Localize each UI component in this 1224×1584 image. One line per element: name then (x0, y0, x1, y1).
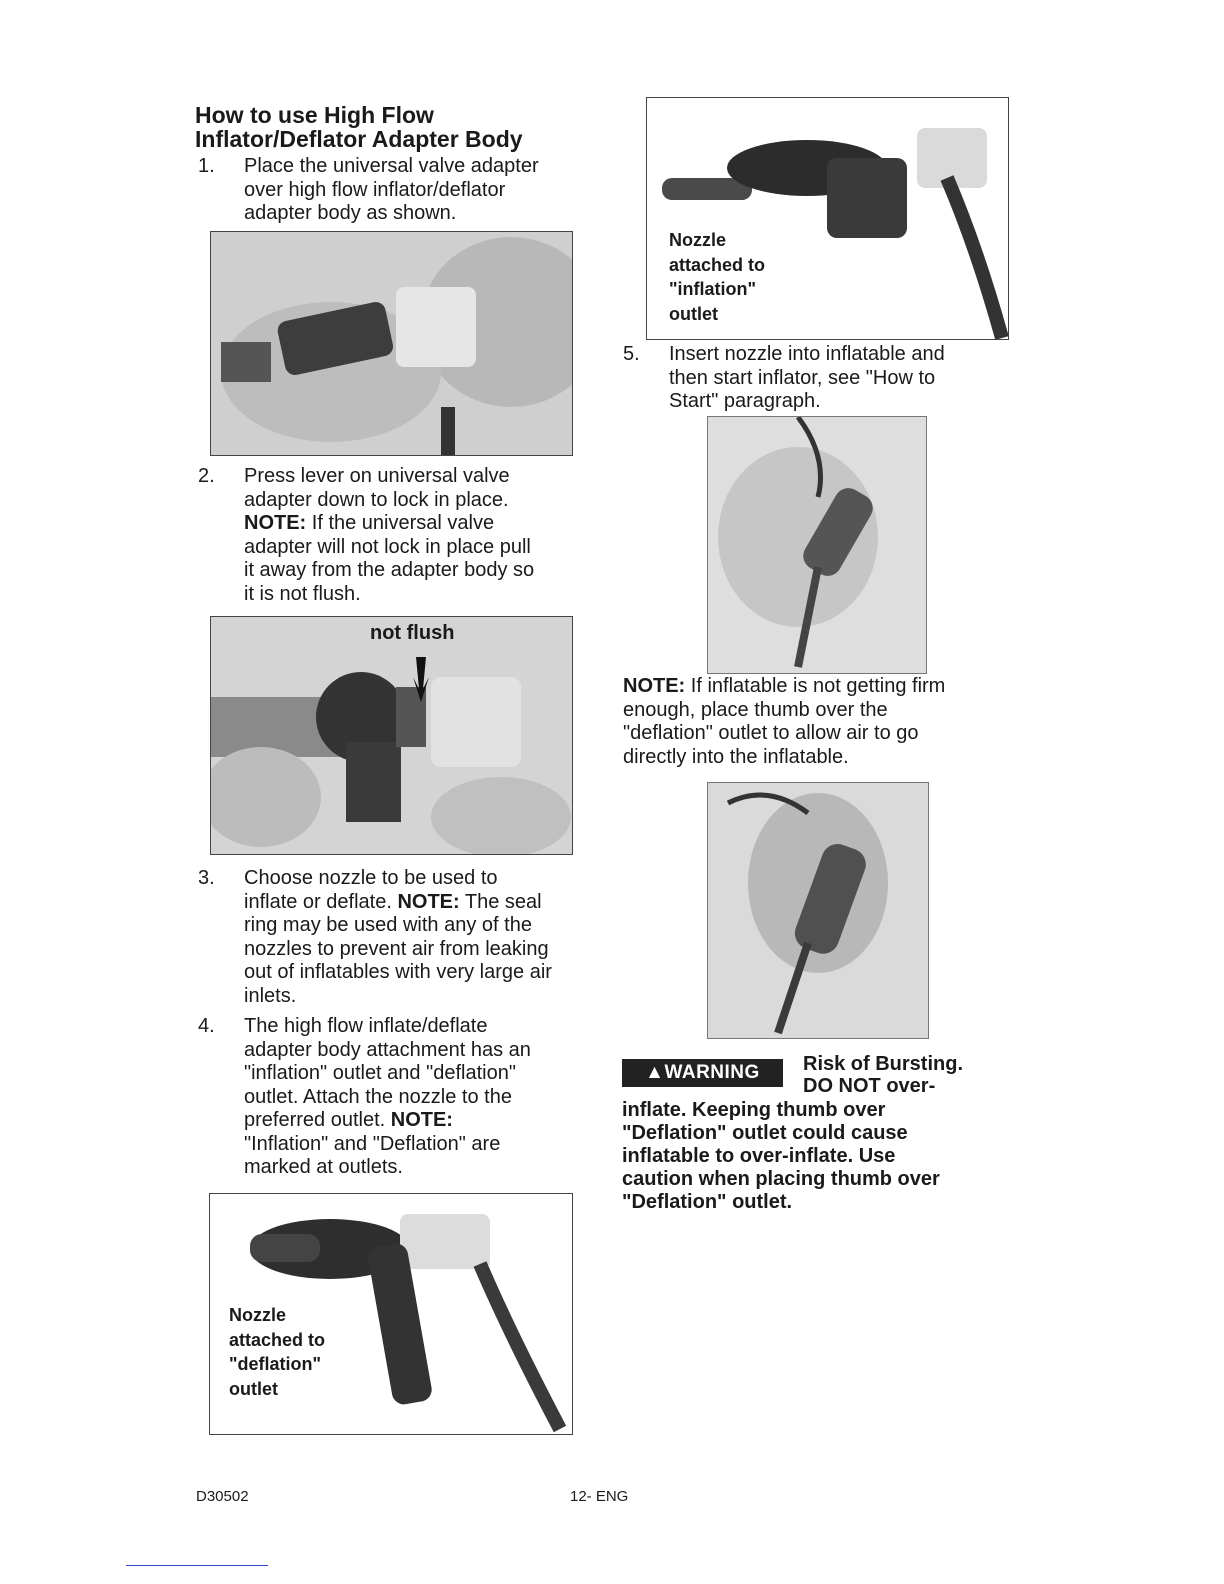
warning-line: "Deflation" outlet could cause (622, 1122, 908, 1144)
caption-line: "deflation" (229, 1354, 322, 1374)
warning-badge-label: WARNING (664, 1062, 760, 1083)
step-line: The seal (459, 890, 542, 913)
warning-body (622, 1099, 1012, 1214)
photo-insert-nozzle (707, 416, 927, 674)
note-inflatable-firm (623, 675, 1018, 769)
step-number: 1. (198, 155, 215, 177)
warning-head-line: Risk of Bursting. (803, 1053, 964, 1075)
warning-heading (803, 1053, 1003, 1097)
inflation-caption (669, 228, 765, 326)
step-line: nozzles to prevent air from leaking (244, 937, 549, 960)
step-line: ring may be used with any of the (244, 914, 532, 936)
note-line: directly into the inflatable. (623, 745, 849, 768)
caption-line: outlet (229, 1378, 278, 1399)
photo-illustration (708, 417, 926, 673)
note-line: enough, place thumb over the (623, 698, 888, 721)
bottom-link-underline (126, 1565, 268, 1566)
step-line: adapter body attachment has an (244, 1038, 531, 1061)
step-number: 2. (198, 465, 215, 487)
note-label: NOTE: (397, 890, 460, 913)
step-line: Insert nozzle into inflatable and (669, 343, 945, 365)
step-line: it is not flush. (244, 582, 361, 605)
heading-line-1: How to use High Flow (195, 102, 434, 128)
step-line: Press lever on universal valve (244, 465, 510, 487)
step-line: adapter body as shown. (244, 202, 457, 224)
note-label: NOTE: (390, 1109, 453, 1131)
step-line: Choose nozzle to be used to (244, 867, 498, 889)
caption-line: attached to (229, 1329, 326, 1350)
caption-line: Nozzle (229, 1305, 287, 1325)
step-line: marked at outlets. (244, 1156, 403, 1178)
caption-line: outlet (669, 303, 718, 324)
step-line: then start inflator, see "How to (669, 366, 936, 389)
heading-line-2: Inflator/Deflator Adapter Body (195, 126, 523, 152)
photo-illustration (211, 617, 572, 854)
not-flush-label: not flush (370, 622, 455, 644)
warning-line: inflate. Keeping thumb over (622, 1099, 886, 1121)
caption-line: "inflation" (669, 279, 757, 299)
note-line: "deflation" outlet to allow air to go (623, 722, 919, 744)
step-number: 3. (198, 867, 215, 889)
photo-illustration (708, 783, 928, 1038)
note-label: NOTE: (244, 512, 307, 534)
photo-thumb-over-deflation (707, 782, 929, 1039)
section-heading (195, 103, 595, 151)
warning-badge (622, 1059, 783, 1087)
step-line: out of inflatables with very large air (244, 961, 552, 983)
step-line: The high flow inflate/deflate (244, 1015, 488, 1037)
caption-line: Nozzle (669, 230, 727, 250)
note-label: NOTE: (623, 675, 686, 697)
step-line: preferred outlet. (244, 1109, 391, 1131)
step-line: adapter down to lock in place. (244, 488, 509, 511)
step-number: 4. (198, 1015, 215, 1037)
footer-page-number: 12- ENG (570, 1488, 629, 1505)
photo-illustration (211, 232, 572, 455)
warning-head-line: DO NOT over- (803, 1075, 936, 1097)
note-line: If inflatable is not getting firm (685, 675, 946, 697)
step-number: 5. (623, 343, 640, 365)
photo-adapter-placement (210, 231, 573, 456)
step-line: Start" paragraph. (669, 390, 821, 412)
caption-line: attached to (669, 254, 766, 275)
warning-triangle-icon: ▲ (645, 1062, 665, 1083)
step-line: "inflation" outlet and "deflation" (244, 1062, 516, 1084)
step-line: "Inflation" and "Deflation" are (244, 1132, 501, 1155)
deflation-caption (229, 1303, 325, 1401)
step-line: over high flow inflator/deflator (244, 178, 506, 201)
step-line: If the universal valve (306, 512, 495, 534)
step-line: outlet. Attach the nozzle to the (244, 1085, 512, 1108)
step-line: it away from the adapter body so (244, 559, 535, 581)
photo-not-flush (210, 616, 573, 855)
step-line: Place the universal valve adapter (244, 155, 539, 177)
step-line: inflate or deflate. (244, 890, 398, 913)
step-line: inlets. (244, 984, 297, 1007)
footer-document-code: D30502 (196, 1488, 249, 1505)
step-line: adapter will not lock in place pull (244, 535, 531, 558)
warning-line: "Deflation" outlet. (622, 1191, 793, 1213)
warning-line: inflatable to over-inflate. Use (622, 1145, 896, 1167)
warning-line: caution when placing thumb over (622, 1168, 940, 1190)
